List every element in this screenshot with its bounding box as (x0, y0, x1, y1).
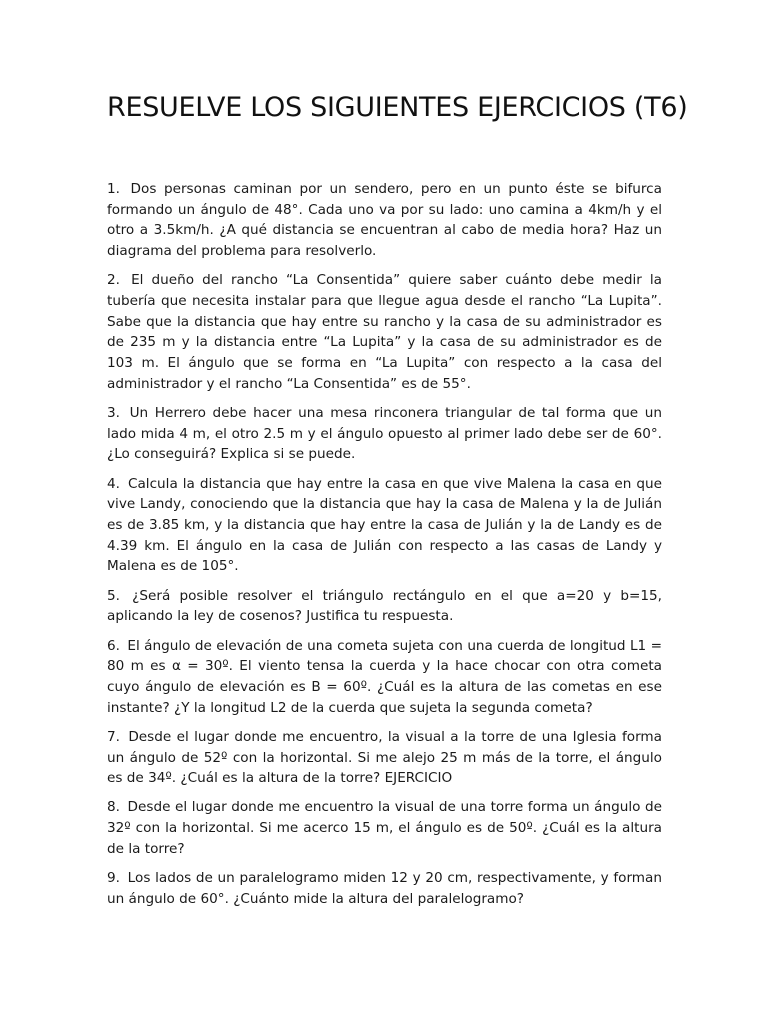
exercise-item-9 (107, 868, 662, 909)
exercise-item-4 (107, 474, 662, 578)
exercise-number: 2. (107, 272, 120, 289)
exercise-list (107, 179, 662, 918)
exercise-text: ¿Será posible resolver el triángulo rectángulo en el que a=20 y b=15, aplicando la ley de cosenos? Justifica tu respuesta. (107, 587, 662, 625)
exercise-number: 3. (107, 405, 120, 422)
exercise-text: Desde el lugar donde me encuentro, la visual a la torre de una Iglesia forma un ángulo de 52º con la horizontal. Si me alejo 25 m más de la torre, el ángulo es de 34º. ¿Cuál es la altura de la torre? EJERCICIO (107, 728, 663, 787)
exercise-text: Los lados de un paralelogramo miden 12 y 20 cm, respectivamente, y forman un ángulo de 60°. ¿Cuánto mide la altura del paralelogramo? (107, 870, 662, 907)
exercise-number: 4. (107, 475, 120, 492)
exercise-number: 1. (107, 181, 120, 197)
exercise-number: 8. (107, 799, 120, 816)
exercise-text: Desde el lugar donde me encuentro la visual de una torre forma un ángulo de 32º con la horizontal. Si me acerco 15 m, el ángulo es de 50º. ¿Cuál es la altura de la torre? (107, 799, 662, 857)
exercise-item-3 (107, 403, 662, 465)
exercise-text: Dos personas caminan por un sendero, pero en un punto éste se bifurca formando un ángulo de 48°. Cada uno va por su lado: uno camina a 4km/h y el otro a 3.5km/h. ¿A qué distancia se encuentran al cabo de media hora? Haz un diagrama del problema para resolverlo. (107, 181, 662, 260)
exercise-item-7 (107, 727, 662, 789)
exercise-item-6 (107, 636, 662, 719)
exercise-number: 7. (107, 728, 120, 745)
exercise-item-8 (107, 797, 662, 859)
page-title: RESUELVE LOS SIGUIENTES EJERCICIOS (T6) (107, 92, 688, 123)
exercise-text: El ángulo de elevación de una cometa sujeta con una cuerda de longitud L1 = 80 m es α = 30º. El viento tensa la cuerda y la hace chocar con otra cometa cuyo ángulo de elevación es Β = 60º. ¿Cuál es la altura de las cometas en ese instante? ¿Y la longitud L2 de la cuerda que sujeta la segunda cometa? (107, 637, 662, 716)
exercise-number: 9. (107, 870, 120, 887)
exercise-text: Un Herrero debe hacer una mesa rinconera triangular de tal forma que un lado mida 4 m, el otro 2.5 m y el ángulo opuesto al primer lado debe ser de 60°. ¿Lo conseguirá? Explica si se puede. (107, 405, 663, 463)
exercise-item-5 (107, 586, 662, 627)
exercise-item-2 (107, 270, 662, 394)
exercise-item-1 (107, 179, 662, 262)
exercise-text: Calcula la distancia que hay entre la casa en que vive Malena la casa en que vive Landy, conociendo que la distancia que hay la casa de Malena y la de Julián es de 3.85 km, y la distancia que hay entre la casa de Julián y la de Landy es de 4.39 km. El ángulo en la casa de Julián con respecto a las casas de Landy y Malena es de 105°. (107, 475, 662, 575)
exercise-number: 6. (107, 637, 120, 654)
exercise-number: 5. (107, 587, 120, 604)
exercise-text: El dueño del rancho “La Consentida” quiere saber cuánto debe medir la tubería que necesita instalar para que llegue agua desde el rancho “La Lupita”. Sabe que la distancia que hay entre su rancho y la casa de su administrador es de 235 m y la distancia entre “La Lupita” y la casa de su administrador es de 103 m. El ángulo que se forma en “La Lupita” con respecto a la casa del administrador y el rancho “La Consentida” es de 55°. (107, 272, 662, 392)
